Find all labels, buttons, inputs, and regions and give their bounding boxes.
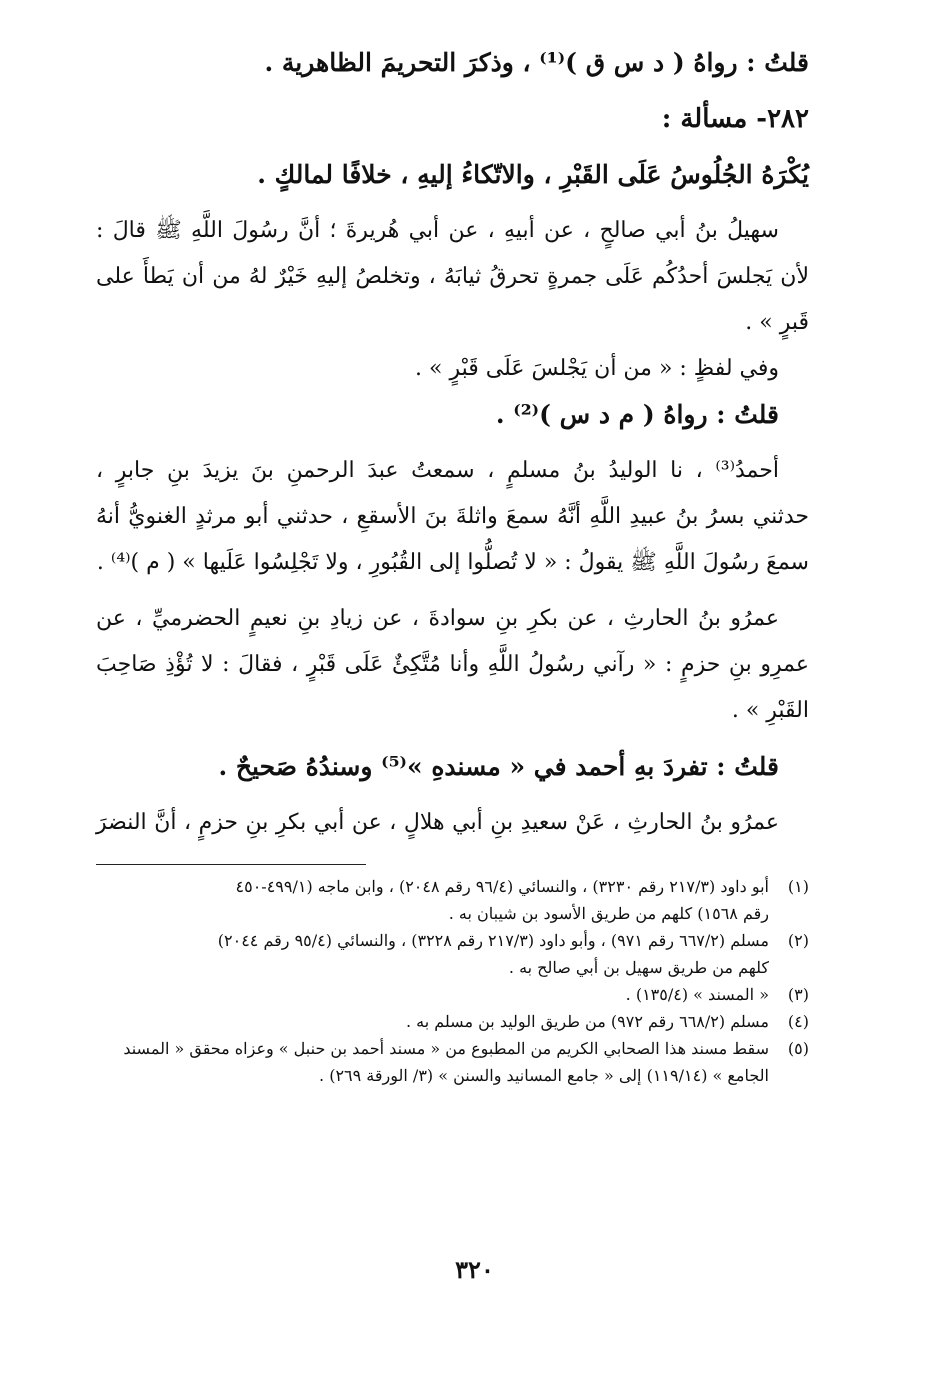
statement-line: قلتُ : رواهُ ( د س ق )⁽¹⁾ ، وذكرَ التحريمَ الظاهرية . [264, 48, 809, 77]
paragraph-3 [96, 596, 809, 734]
footnote-number: (٥) [787, 1039, 809, 1058]
footnote-number: (٣) [787, 985, 809, 1004]
footnote-number: (١) [787, 877, 809, 896]
text-line: وفي لفظٍ : « من أن يَجْلسَ عَلَى قَبْرٍ » . [415, 356, 779, 381]
text-line: سمعَ رسُولَ اللَّهِ ﷺ يقولُ : « لا تُصلُّوا إلى القُبُورِ ، ولا تَجْلِسُوا عَلَيها » ( م )⁽⁴⁾ . [96, 550, 809, 575]
statement-line: قلتُ : رواهُ ( م د س )⁽²⁾ . [495, 400, 779, 429]
issue-heading: ٢٨٢- مسألة : [661, 104, 809, 134]
footnote-number: (٢) [787, 931, 809, 950]
footnote-line: مسلم (٦٦٧/٢ رقم ٩٧١) ، وأبو داود (٢١٧/٣ رقم ٣٢٢٨) ، والنسائي (٩٥/٤ رقم ٢٠٤٤) [217, 931, 769, 950]
footnote-line: « المسند » (١٣٥/٤) . [625, 985, 769, 1004]
paragraph-2 [96, 448, 809, 586]
text-line: حدثني بسرُ بنُ عبيدِ اللَّهِ أنَّهُ سمعَ واثلةَ بنَ الأسقعِ ، حدثني أبو مرثدٍ الغنويُّ أنهُ [96, 504, 809, 529]
footnote-line: كلهم من طريق سهيل بن أبي صالح به . [508, 958, 769, 977]
footnote [96, 1035, 809, 1089]
text-line: عمرُو بنُ الحارثِ ، عَنْ سعيدِ بنِ أبي هلالٍ ، عن أبي بكرِ بنِ حزمٍ ، أنَّ النضرَ [96, 810, 779, 835]
footnote-line: مسلم (٦٦٨/٢ رقم ٩٧٢) من طريق الوليد بن مسلم به . [405, 1012, 769, 1031]
issue-title: يُكْرَهُ الجُلُوسُ عَلَى القَبْرِ ، والاتّكاءُ إليهِ ، خلافًا لمالكٍ . [257, 160, 809, 189]
text-line: عمرُو بنُ الحارثِ ، عن بكرِ بنِ سوادةَ ، عن زيادِ بنِ نعيمٍ الحضرميِّ ، عن [96, 606, 779, 631]
text-line: عمرِو بنِ حزمٍ : « رآني رسُولُ اللَّهِ وأنا مُتَّكِئٌ عَلَى قَبْرٍ ، فقالَ : لا تُؤْذِ صَاحِبَ [96, 652, 809, 677]
footnote [96, 873, 809, 927]
text-line: أحمدُ⁽³⁾ ، نا الوليدُ بنُ مسلمٍ ، سمعتُ عبدَ الرحمنِ بنَ يزيدَ بنِ جابرٍ ، [96, 458, 779, 483]
text-line: لأن يَجلسَ أحدُكُم عَلَى جمرةٍ تحرقُ ثيابَهُ ، وتخلصُ إليهِ خَيْرٌ لهُ من أن يَطأَ على [96, 264, 809, 289]
footnote-line: رقم ١٥٦٨) كلهم من طريق الأسود بن شيبان به . [448, 904, 769, 923]
page-number: ٣٢٠ [455, 1255, 494, 1284]
statement-line: قلتُ : تفردَ بهِ أحمد في « مسندهِ »⁽⁵⁾ وسندُهُ صَحيحٌ . [218, 752, 779, 781]
footnote [96, 981, 809, 1008]
footnote-line: سقط مسند هذا الصحابي الكريم من المطبوع من « مسند أحمد بن حنبل » وعزاه محقق « المسند [123, 1039, 769, 1058]
text-line: قَبرٍ » . [745, 310, 809, 335]
footnote-line: الجامع » (١١٩/١٤) إلى « جامع المسانيد والسنن » (٣/ الورقة ٢٦٩) . [319, 1066, 769, 1085]
footnote-line: أبو داود (٢١٧/٣ رقم ٣٢٣٠) ، والنسائي (٩٦/٤ رقم ٢٠٤٨) ، وابن ماجه (٤٩٩/١-٤٥٠ [235, 877, 769, 896]
footnote [96, 1008, 809, 1035]
text-line: القَبْرِ » . [731, 698, 809, 723]
text-line: سهيلُ بنُ أبي صالحٍ ، عن أبيهِ ، عن أبي هُريرةَ ؛ أنَّ رسُولَ اللَّهِ ﷺ قالَ : [96, 218, 779, 243]
footnote [96, 927, 809, 981]
paragraph-1 [96, 208, 809, 392]
footnote-number: (٤) [787, 1012, 809, 1031]
footnotes [96, 873, 809, 1089]
page-body [96, 40, 809, 1380]
paragraph-4 [96, 800, 809, 846]
footnote-divider [96, 864, 366, 865]
